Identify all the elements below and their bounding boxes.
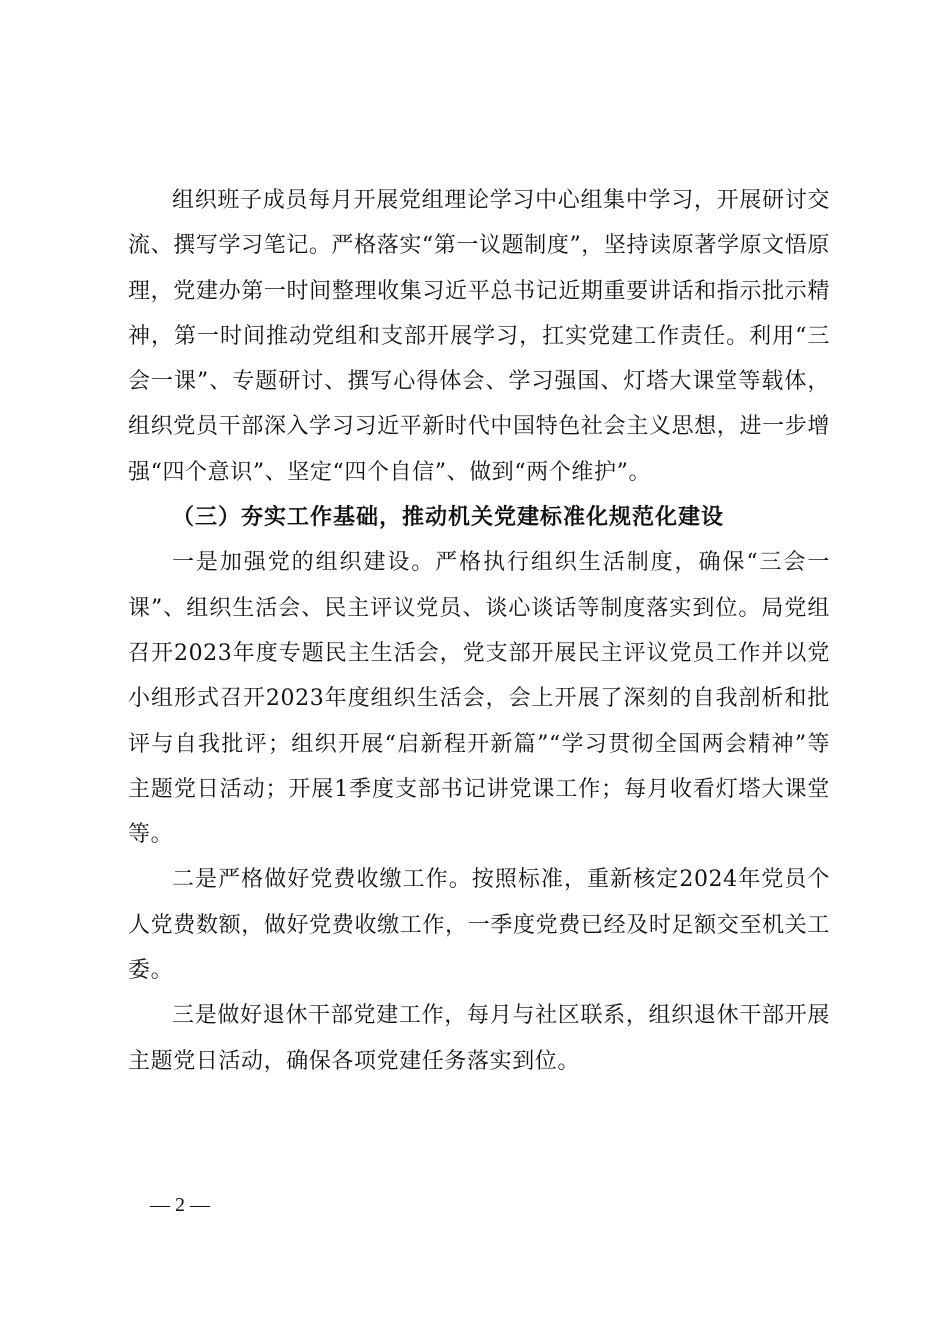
- paragraph-study: 组织班子成员每月开展党组理论学习中心组集中学习，开展研讨交流、撰写学习笔记。严格落实“第一议题制度”，坚持读原著学原文悟原理，党建办第一时间整理收集习近平总书记近期重要讲话和指示批示精神，第一时间推动党组和支部开展学习，扛实党建工作责任。利用“三会一课”、专题研讨、撰写心得体会、学习强国、灯塔大课堂等载体，组织党员干部深入学习习近平新时代中国特色社会主义思想，进一步增强“四个意识”、坚定“四个自信”、做到“两个维护”。: [128, 188, 830, 485]
- page-number: — 2 —: [150, 1194, 210, 1216]
- paragraph-retired-cadres: 三是做好退休干部党建工作，每月与社区联系，组织退休干部开展主题党日活动，确保各项党建任务落实到位。: [128, 1003, 830, 1074]
- section-heading: （三）夯实工作基础，推动机关党建标准化规范化建设: [172, 504, 725, 531]
- paragraph-organization: 一是加强党的组织建设。严格执行组织生活制度，确保“三会一课”、组织生活会、民主评议党员、谈心谈话等制度落实到位。局党组召开2023年度专题民主生活会，党支部开展民主评议党员工作并以党小组形式召开2023年度组织生活会，会上开展了深刻的自我剖析和批评与自我批评；组织开展“启新程开新篇”“学习贯彻全国两会精神”等主题党日活动；开展1季度支部书记讲党课工作；每月收看灯塔大课堂等。: [128, 550, 830, 848]
- paragraph-party-fees: 二是严格做好党费收缴工作。按照标准，重新核定2024年党员个人党费数额，做好党费收缴工作，一季度党费已经及时足额交至机关工委。: [128, 867, 830, 984]
- document-body: [128, 178, 830, 1084]
